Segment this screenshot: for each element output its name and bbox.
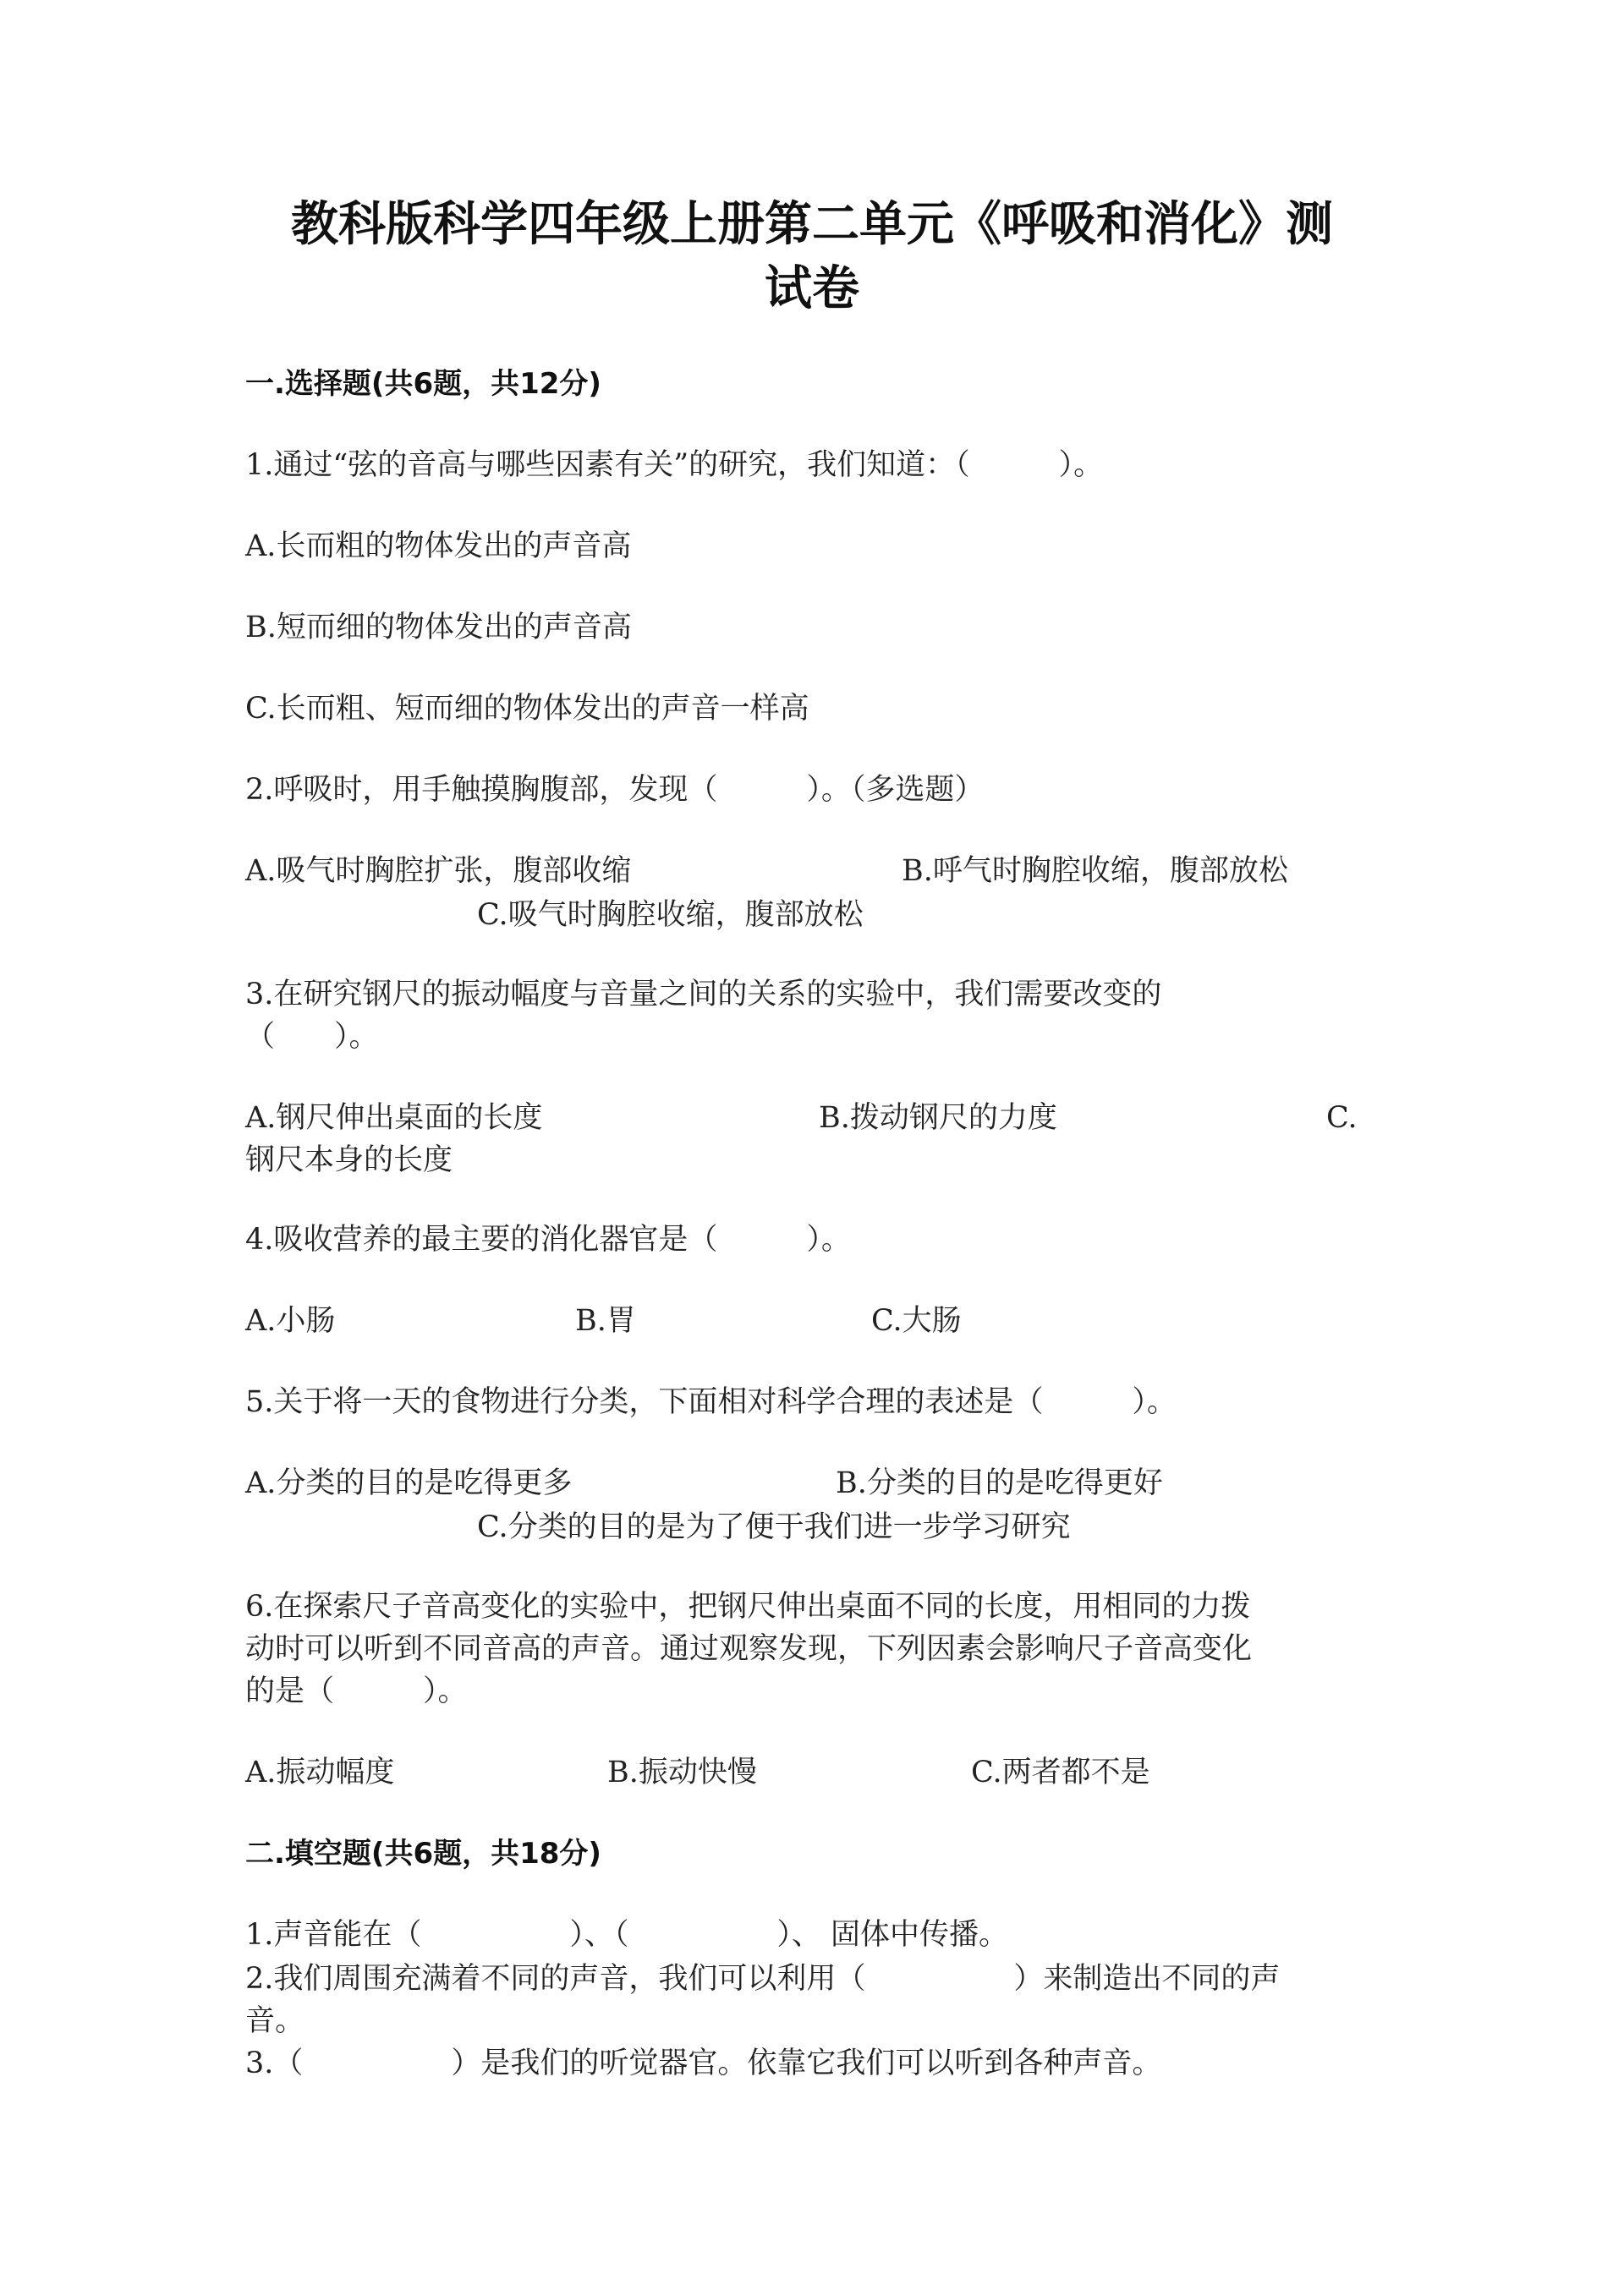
question-6-option-b: B.振动快慢	[607, 1756, 757, 1789]
question-1-option-a: A.长而粗的物体发出的声音高	[245, 529, 632, 563]
question-3-option-c-label: C.	[1326, 1101, 1358, 1135]
fill-question-1: 1.声音能在（ ）、（ ）、 固体中传播。	[245, 1918, 1009, 1952]
fill-question-2-line-2: 音。	[245, 2004, 305, 2038]
question-1-option-c: C.长而粗、短而细的物体发出的声音一样高	[245, 692, 809, 726]
section-heading-multiple-choice: 一.选择题(共6题，共12分)	[245, 367, 601, 401]
page-title-line-2: 试卷	[765, 261, 859, 316]
section-heading-fill-in-blank: 二.填空题(共6题，共18分)	[245, 1837, 601, 1871]
question-3-stem-line-2: （ ）。	[245, 1020, 379, 1054]
question-2-option-b: B.呼气时胸腔收缩，腹部放松	[902, 854, 1288, 888]
question-2-option-c: C.吸气时胸腔收缩，腹部放松	[477, 898, 864, 932]
question-6-stem-line-1: 6.在探索尺子音高变化的实验中，把钢尺伸出桌面不同的长度，用相同的力拨	[245, 1590, 1251, 1624]
question-5-stem: 5.关于将一天的食物进行分类，下面相对科学合理的表述是（ ）。	[245, 1385, 1177, 1419]
question-4-option-c: C.大肠	[871, 1304, 962, 1338]
question-3-option-b: B.拨动钢尺的力度	[819, 1101, 1057, 1135]
question-6-option-c: C.两者都不是	[971, 1756, 1150, 1789]
question-6-stem-line-2: 动时可以听到不同音高的声音。通过观察发现，下列因素会影响尺子音高变化	[245, 1632, 1253, 1666]
question-4-option-a: A.小肠	[245, 1304, 336, 1338]
question-3-stem-line-1: 3.在研究钢尺的振动幅度与音量之间的关系的实验中，我们需要改变的	[245, 978, 1162, 1011]
question-3-option-c-text: 钢尺本身的长度	[245, 1143, 453, 1177]
page-title	[245, 193, 1379, 321]
question-5-option-a: A.分类的目的是吃得更多	[245, 1466, 573, 1500]
fill-question-2-line-1: 2.我们周围充满着不同的声音，我们可以利用（ ）来制造出不同的声	[245, 1962, 1281, 1996]
question-6-stem-line-3: 的是（ ）。	[245, 1674, 468, 1708]
question-3-option-a: A.钢尺伸出桌面的长度	[245, 1101, 543, 1135]
question-4-option-b: B.胃	[575, 1304, 636, 1338]
question-6-option-a: A.振动幅度	[245, 1756, 395, 1789]
question-2-stem: 2.呼吸时，用手触摸胸腹部，发现（ ）。（多选题）	[245, 773, 985, 807]
question-4-stem: 4.吸收营养的最主要的消化器官是（ ）。	[245, 1223, 851, 1257]
page-title-line-1: 教科版科学四年级上册第二单元《呼吸和消化》测	[291, 197, 1333, 252]
fill-question-3: 3.（ ）是我们的听觉器官。依靠它我们可以听到各种声音。	[245, 2047, 1162, 2080]
question-5-option-c: C.分类的目的是为了便于我们进一步学习研究	[477, 1510, 1071, 1544]
question-1-stem: 1.通过“弦的音高与哪些因素有关”的研究，我们知道：（ ）。	[245, 448, 1104, 482]
question-2-option-a: A.吸气时胸腔扩张，腹部收缩	[245, 854, 632, 888]
question-5-option-b: B.分类的目的是吃得更好	[836, 1466, 1163, 1500]
question-1-option-b: B.短而细的物体发出的声音高	[245, 611, 632, 644]
